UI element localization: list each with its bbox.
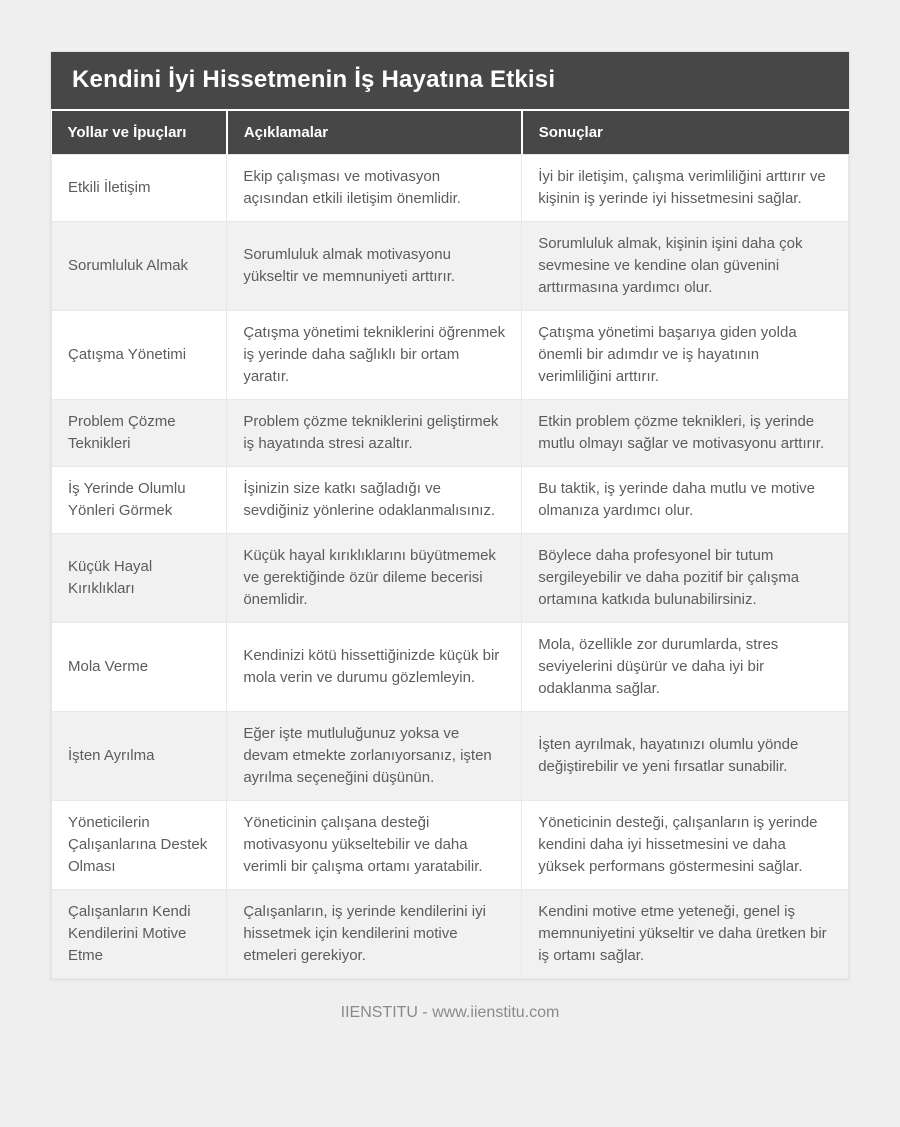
header-row bbox=[52, 110, 849, 155]
result-cell: Etkin problem çözme teknikleri, iş yerinde mutlu olmayı sağlar ve motivasyonu arttırır. bbox=[522, 400, 849, 467]
table-header bbox=[52, 110, 849, 155]
result-cell: Yöneticinin desteği, çalışanların iş yerinde kendini daha iyi hissetmesini ve daha yüksek performans göstermesini sağlar. bbox=[522, 801, 849, 890]
column-header-results: Sonuçlar bbox=[522, 110, 849, 155]
tip-cell: Yöneticilerin Çalışanlarına Destek Olması bbox=[52, 801, 227, 890]
tip-cell: Çalışanların Kendi Kendilerini Motive Etme bbox=[52, 890, 227, 979]
page-title: Kendini İyi Hissetmenin İş Hayatına Etkisi bbox=[51, 52, 849, 109]
table-row bbox=[52, 311, 849, 400]
result-cell: Çatışma yönetimi başarıya giden yolda önemli bir adımdır ve iş hayatının verimliliğini arttırır. bbox=[522, 311, 849, 400]
description-cell: Kendinizi kötü hissettiğinizde küçük bir mola verin ve durumu gözlemleyin. bbox=[227, 623, 522, 712]
description-cell: Çatışma yönetimi tekniklerini öğrenmek iş yerinde daha sağlıklı bir ortam yaratır. bbox=[227, 311, 522, 400]
description-cell: Ekip çalışması ve motivasyon açısından etkili iletişim önemlidir. bbox=[227, 155, 522, 222]
table-row bbox=[52, 534, 849, 623]
content-card bbox=[50, 51, 850, 980]
table-row bbox=[52, 623, 849, 712]
table-row bbox=[52, 801, 849, 890]
result-cell: İyi bir iletişim, çalışma verimliliğini arttırır ve kişinin iş yerinde iyi hissetmesini sağlar. bbox=[522, 155, 849, 222]
column-header-descriptions: Açıklamalar bbox=[227, 110, 522, 155]
description-cell: Eğer işte mutluluğunuz yoksa ve devam etmekte zorlanıyorsanız, işten ayrılma seçeneğini düşünün. bbox=[227, 712, 522, 801]
description-cell: İşinizin size katkı sağladığı ve sevdiğiniz yönlerine odaklanmalısınız. bbox=[227, 467, 522, 534]
table-row bbox=[52, 890, 849, 979]
description-cell: Çalışanların, iş yerinde kendilerini iyi hissetmek için kendilerini motive etmeleri gerekiyor. bbox=[227, 890, 522, 979]
table-row bbox=[52, 155, 849, 222]
tip-cell: Mola Verme bbox=[52, 623, 227, 712]
result-cell: İşten ayrılmak, hayatınızı olumlu yönde değiştirebilir ve yeni fırsatlar sunabilir. bbox=[522, 712, 849, 801]
footer-text: IIENSTITU - www.iienstitu.com bbox=[340, 1004, 560, 1021]
table-row bbox=[52, 400, 849, 467]
tip-cell: Problem Çözme Teknikleri bbox=[52, 400, 227, 467]
description-cell: Küçük hayal kırıklıklarını büyütmemek ve gerektiğinde özür dileme becerisi önemlidir. bbox=[227, 534, 522, 623]
table-row bbox=[52, 712, 849, 801]
description-cell: Yöneticinin çalışana desteği motivasyonu yükseltebilir ve daha verimli bir çalışma ortamı yaratabilir. bbox=[227, 801, 522, 890]
result-cell: Bu taktik, iş yerinde daha mutlu ve motive olmanıza yardımcı olur. bbox=[522, 467, 849, 534]
tip-cell: Etkili İletişim bbox=[52, 155, 227, 222]
tip-cell: Sorumluluk Almak bbox=[52, 222, 227, 311]
tip-cell: İş Yerinde Olumlu Yönleri Görmek bbox=[52, 467, 227, 534]
result-cell: Kendini motive etme yeteneği, genel iş memnuniyetini yükseltir ve daha üretken bir iş ortamı sağlar. bbox=[522, 890, 849, 979]
tip-cell: Küçük Hayal Kırıklıkları bbox=[52, 534, 227, 623]
table-row bbox=[52, 222, 849, 311]
tip-cell: İşten Ayrılma bbox=[52, 712, 227, 801]
table-body bbox=[52, 155, 849, 979]
column-header-tips: Yollar ve İpuçları bbox=[52, 110, 227, 155]
result-cell: Sorumluluk almak, kişinin işini daha çok sevmesine ve kendine olan güvenini arttırmasına yardımcı olur. bbox=[522, 222, 849, 311]
tip-cell: Çatışma Yönetimi bbox=[52, 311, 227, 400]
data-table bbox=[51, 109, 849, 979]
description-cell: Problem çözme tekniklerini geliştirmek iş hayatında stresi azaltır. bbox=[227, 400, 522, 467]
result-cell: Böylece daha profesyonel bir tutum sergileyebilir ve daha pozitif bir çalışma ortamına katkıda bulunabilirsiniz. bbox=[522, 534, 849, 623]
table-row bbox=[52, 467, 849, 534]
description-cell: Sorumluluk almak motivasyonu yükseltir ve memnuniyeti arttırır. bbox=[227, 222, 522, 311]
result-cell: Mola, özellikle zor durumlarda, stres seviyelerini düşürür ve daha iyi bir odaklanma sağlar. bbox=[522, 623, 849, 712]
